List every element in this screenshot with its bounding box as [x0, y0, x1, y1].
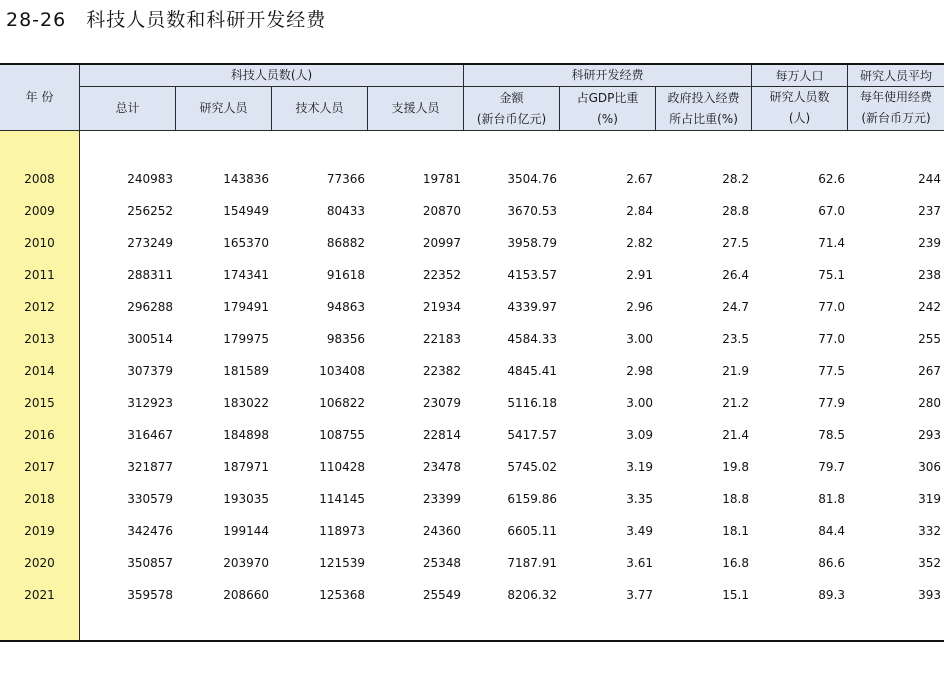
year-cell: 2013: [24, 332, 55, 346]
technicians-cell: 77366: [326, 172, 365, 186]
researchers-cell: 179975: [223, 332, 269, 346]
technicians-cell: 118973: [319, 524, 365, 538]
technicians-cell: 110428: [319, 460, 365, 474]
gov-share-cell: 27.5: [722, 236, 749, 250]
avg-expense-cell: 255: [918, 332, 941, 346]
avg-expense-cell: 393: [918, 588, 941, 602]
per-10k-cell: 67.0: [818, 204, 845, 218]
researchers-cell: 187971: [223, 460, 269, 474]
header-gov-share: [656, 87, 751, 130]
total-cell: 316467: [127, 428, 173, 442]
avg-expense-cell: 319: [918, 492, 941, 506]
table-row: [0, 297, 944, 317]
per-10k-cell: 77.0: [818, 332, 845, 346]
header-gdp-share: [560, 87, 655, 130]
gdp-share-cell: 2.91: [626, 268, 653, 282]
gov-share-cell: 21.2: [722, 396, 749, 410]
technicians-cell: 94863: [326, 300, 365, 314]
support-cell: 23478: [422, 460, 461, 474]
technicians-cell: 98356: [326, 332, 365, 346]
table-row: [0, 457, 944, 477]
header-year: 年 份: [25, 90, 54, 104]
technicians-cell: 86882: [326, 236, 365, 250]
avg-expense-cell: 306: [918, 460, 941, 474]
header-per-10k: [752, 65, 847, 130]
researchers-cell: 208660: [223, 588, 269, 602]
header-gdp-line1: 占GDP比重: [576, 90, 639, 105]
total-cell: 321877: [127, 460, 173, 474]
gdp-share-cell: 3.00: [626, 332, 653, 346]
researchers-cell: 199144: [223, 524, 269, 538]
page-title: 28-26 科技人员数和科研开发经费: [6, 9, 327, 31]
gov-share-cell: 28.8: [722, 204, 749, 218]
per-10k-cell: 77.5: [818, 364, 845, 378]
support-cell: 24360: [422, 524, 461, 538]
amount-cell: 7187.91: [507, 556, 557, 570]
table-row: [0, 265, 944, 285]
year-cell: 2010: [24, 236, 55, 250]
table-row: [0, 361, 944, 381]
amount-cell: 5417.57: [507, 428, 557, 442]
total-cell: 288311: [127, 268, 173, 282]
amount-cell: 4845.41: [507, 364, 557, 378]
support-cell: 23399: [422, 492, 461, 506]
per-10k-cell: 89.3: [818, 588, 845, 602]
gdp-share-cell: 3.77: [626, 588, 653, 602]
gdp-share-cell: 3.00: [626, 396, 653, 410]
year-cell: 2020: [24, 556, 55, 570]
researchers-cell: 193035: [223, 492, 269, 506]
table-row: [0, 425, 944, 445]
total-cell: 307379: [127, 364, 173, 378]
amount-cell: 5745.02: [507, 460, 557, 474]
table-row: [0, 201, 944, 221]
gov-share-cell: 28.2: [722, 172, 749, 186]
gov-share-cell: 21.4: [722, 428, 749, 442]
gov-share-cell: 23.5: [722, 332, 749, 346]
gov-share-cell: 16.8: [722, 556, 749, 570]
gdp-share-cell: 2.84: [626, 204, 653, 218]
per-10k-cell: 79.7: [818, 460, 845, 474]
gov-share-cell: 21.9: [722, 364, 749, 378]
year-cell: 2009: [24, 204, 55, 218]
support-cell: 20997: [422, 236, 461, 250]
header-avg-line2: 每年使用经费: [859, 90, 932, 104]
year-cell: 2011: [24, 268, 55, 282]
header-per-10k-line2: 研究人员数: [769, 90, 830, 104]
avg-expense-cell: 280: [918, 396, 941, 410]
total-cell: 330579: [127, 492, 173, 506]
year-cell: 2019: [24, 524, 55, 538]
amount-cell: 5116.18: [507, 396, 557, 410]
support-cell: 25348: [422, 556, 461, 570]
total-cell: 256252: [127, 204, 173, 218]
researchers-cell: 154949: [223, 204, 269, 218]
amount-cell: 4339.97: [507, 300, 557, 314]
support-cell: 23079: [422, 396, 461, 410]
per-10k-cell: 81.8: [818, 492, 845, 506]
header-technicians: 技术人员: [295, 101, 344, 115]
gov-share-cell: 18.8: [722, 492, 749, 506]
year-cell: 2012: [24, 300, 55, 314]
header-avg-expense: [848, 65, 944, 130]
year-cell: 2021: [24, 588, 55, 602]
gov-share-cell: 24.7: [722, 300, 749, 314]
year-cell: 2016: [24, 428, 55, 442]
header-bottom-line: [0, 130, 944, 131]
table-row: [0, 553, 944, 573]
per-10k-cell: 71.4: [818, 236, 845, 250]
avg-expense-cell: 293: [918, 428, 941, 442]
header-amount-line1: 金额: [499, 90, 524, 105]
year-cell: 2015: [24, 396, 55, 410]
table-row: [0, 233, 944, 253]
total-cell: 350857: [127, 556, 173, 570]
support-cell: 22352: [422, 268, 461, 282]
technicians-cell: 91618: [326, 268, 365, 282]
header-gov-line2: 所占比重(%): [669, 111, 738, 126]
header-amount-line2: (新台币亿元): [476, 111, 547, 126]
gdp-share-cell: 2.82: [626, 236, 653, 250]
gov-share-cell: 15.1: [722, 588, 749, 602]
avg-expense-cell: 238: [918, 268, 941, 282]
header-total: 总计: [115, 101, 140, 115]
total-cell: 359578: [127, 588, 173, 602]
amount-cell: 3504.76: [507, 172, 557, 186]
researchers-cell: 174341: [223, 268, 269, 282]
amount-cell: 8206.32: [507, 588, 557, 602]
table-row: [0, 585, 944, 605]
gov-share-cell: 19.8: [722, 460, 749, 474]
support-cell: 25549: [422, 588, 461, 602]
researchers-cell: 181589: [223, 364, 269, 378]
technicians-cell: 121539: [319, 556, 365, 570]
header-support: 支援人员: [391, 101, 440, 115]
avg-expense-cell: 237: [918, 204, 941, 218]
header-group-personnel: 科技人员数(人): [230, 68, 313, 82]
avg-expense-cell: 242: [918, 300, 941, 314]
total-cell: 342476: [127, 524, 173, 538]
support-cell: 22382: [422, 364, 461, 378]
per-10k-cell: 78.5: [818, 428, 845, 442]
avg-expense-cell: 352: [918, 556, 941, 570]
per-10k-cell: 62.6: [818, 172, 845, 186]
gdp-share-cell: 3.35: [626, 492, 653, 506]
amount-cell: 6159.86: [507, 492, 557, 506]
total-cell: 300514: [127, 332, 173, 346]
total-cell: 312923: [127, 396, 173, 410]
table-bottom-rule: [0, 640, 944, 642]
technicians-cell: 103408: [319, 364, 365, 378]
table-row: [0, 521, 944, 541]
header-gdp-line2: (%): [597, 111, 618, 126]
researchers-cell: 179491: [223, 300, 269, 314]
gdp-share-cell: 2.98: [626, 364, 653, 378]
header-per-10k-line3: (人): [788, 111, 811, 125]
amount-cell: 3958.79: [507, 236, 557, 250]
year-cell: 2018: [24, 492, 55, 506]
header-avg-line3: (新台币万元): [861, 111, 931, 125]
avg-expense-cell: 244: [918, 172, 941, 186]
amount-cell: 3670.53: [507, 204, 557, 218]
technicians-cell: 125368: [319, 588, 365, 602]
gdp-share-cell: 2.67: [626, 172, 653, 186]
avg-expense-cell: 267: [918, 364, 941, 378]
gov-share-cell: 18.1: [722, 524, 749, 538]
support-cell: 22183: [422, 332, 461, 346]
amount-cell: 6605.11: [507, 524, 557, 538]
researchers-cell: 184898: [223, 428, 269, 442]
researchers-cell: 203970: [223, 556, 269, 570]
amount-cell: 4153.57: [507, 268, 557, 282]
year-cell: 2008: [24, 172, 55, 186]
year-cell: 2014: [24, 364, 55, 378]
avg-expense-cell: 239: [918, 236, 941, 250]
per-10k-cell: 77.9: [818, 396, 845, 410]
table-row: [0, 169, 944, 189]
gdp-share-cell: 2.96: [626, 300, 653, 314]
support-cell: 20870: [422, 204, 461, 218]
support-cell: 22814: [422, 428, 461, 442]
per-10k-cell: 75.1: [818, 268, 845, 282]
header-per-10k-line1: 每万人口: [775, 69, 824, 83]
header-avg-line1: 研究人员平均: [859, 69, 932, 83]
total-cell: 273249: [127, 236, 173, 250]
technicians-cell: 114145: [319, 492, 365, 506]
gdp-share-cell: 3.61: [626, 556, 653, 570]
header-gov-line1: 政府投入经费: [667, 90, 740, 105]
technicians-cell: 108755: [319, 428, 365, 442]
gdp-share-cell: 3.19: [626, 460, 653, 474]
gdp-share-cell: 3.49: [626, 524, 653, 538]
header-group-rd: 科研开发经费: [571, 68, 644, 82]
researchers-cell: 165370: [223, 236, 269, 250]
technicians-cell: 106822: [319, 396, 365, 410]
per-10k-cell: 84.4: [818, 524, 845, 538]
header-researchers: 研究人员: [199, 101, 248, 115]
support-cell: 21934: [422, 300, 461, 314]
header-amount: [464, 87, 559, 130]
researchers-cell: 143836: [223, 172, 269, 186]
total-cell: 240983: [127, 172, 173, 186]
support-cell: 19781: [422, 172, 461, 186]
per-10k-cell: 77.0: [818, 300, 845, 314]
amount-cell: 4584.33: [507, 332, 557, 346]
avg-expense-cell: 332: [918, 524, 941, 538]
year-cell: 2017: [24, 460, 55, 474]
table-row: [0, 393, 944, 413]
per-10k-cell: 86.6: [818, 556, 845, 570]
gov-share-cell: 26.4: [722, 268, 749, 282]
table-row: [0, 329, 944, 349]
technicians-cell: 80433: [326, 204, 365, 218]
researchers-cell: 183022: [223, 396, 269, 410]
gdp-share-cell: 3.09: [626, 428, 653, 442]
table-row: [0, 489, 944, 509]
total-cell: 296288: [127, 300, 173, 314]
